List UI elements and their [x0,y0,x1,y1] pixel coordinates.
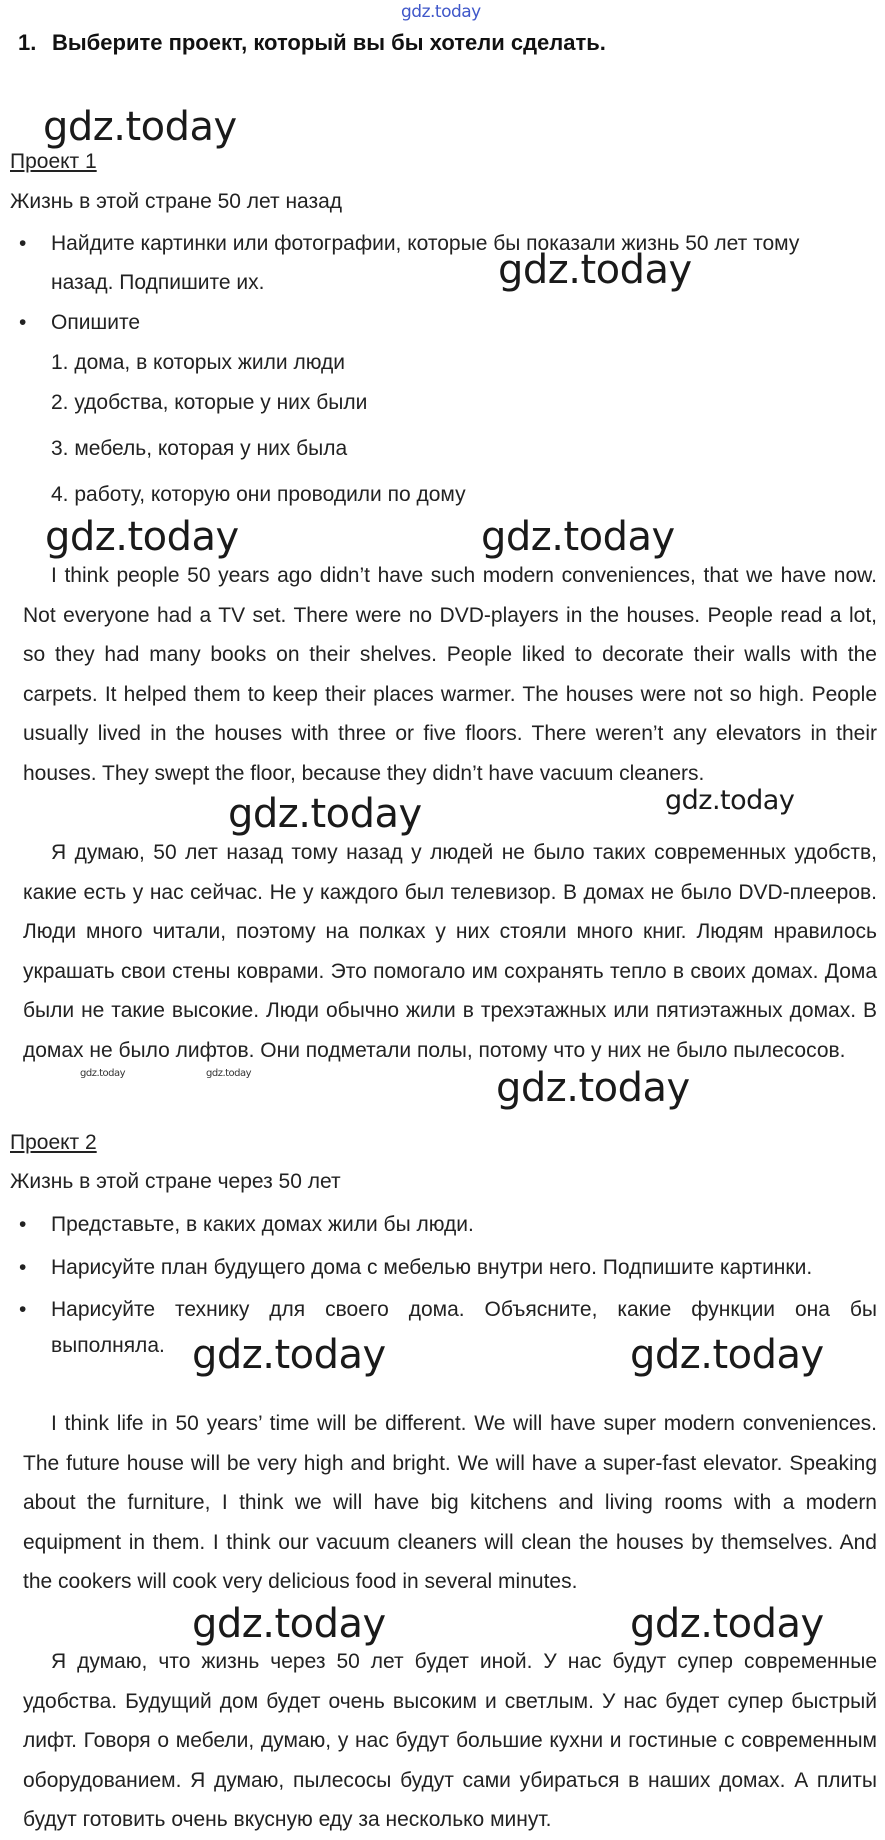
project1-heading: Проект 1 [10,150,97,173]
project2-answer-ru [23,1642,877,1840]
watermark-text: gdz.today [206,1068,252,1079]
project1-answer-ru [23,833,877,1070]
bullet-dot: • [19,1256,27,1279]
project1-item: 4. работу, которую они проводили по дому [51,483,466,506]
project2-bullet3-line1: Нарисуйте технику для своего дома. Объясните, какие функции она бы [51,1298,877,1321]
project2-answer-en [23,1404,877,1602]
project1-item: 1. дома, в которых жили люди [51,351,345,374]
project1-subtitle: Жизнь в этой стране 50 лет назад [10,190,343,213]
watermark-text: gdz.today [228,791,422,837]
project1-answer-ru-text: Я думаю, 50 лет назад тому назад у людей не было таких современных удобств, какие есть у нас сейчас. Не у каждого был телевизор. В домах не было DVD-плееров. Люди много читали, поэтому на полках у них стояли много книг. Людям нравилось украшать свои стены коврами. Это помогало им сохранять тепло в своих домах. Дома были не такие высокие. Люди обычно жили в трехэтажных или пятиэтажных домах. В домах не было лифтов. Они подметали полы, потому что у них не было пылесосов. [23,841,877,1062]
project1-item: 3. мебель, которая у них была [51,437,348,460]
watermark-text: gdz.today [496,1065,690,1111]
project2-heading: Проект 2 [10,1131,97,1154]
project2-answer-en-text: I think life in 50 years’ time will be different. We will have super modern conveniences. The future house will be very high and bright. We will have a super-fast elevator. Speaking about the furniture, I think we will have big kitchens and living rooms with a modern equipment in them. I think our vacuum cleaners will clean the houses by themselves. And the cookers will cook very delicious food in several minutes. [23,1412,877,1593]
project1-bullet2: Опишите [51,311,141,334]
watermark-text: gdz.today [665,785,795,816]
project2-bullet2: Нарисуйте план будущего дома с мебелью внутри него. Подпишите картинки. [51,1256,813,1279]
project1-bullet1-line1: Найдите картинки или фотографии, которые бы показали жизнь 50 лет тому [51,232,800,255]
project2-bullet3-line2: выполняла. [51,1334,165,1357]
watermark-text: gdz.today [192,1601,386,1647]
watermark-text: gdz.today [43,104,237,150]
watermark-text: gdz.today [630,1332,824,1378]
project2-answer-ru-text: Я думаю, что жизнь через 50 лет будет иной. У нас будут супер современные удобства. Будущий дом будет очень высоким и светлым. У нас будет супер быстрый лифт. Говоря о мебели, думаю, у нас будут большие кухни и гостиные с современным оборудованием. Я думаю, пылесосы будут сами убираться в наших домах. А плиты будут готовить очень вкусную еду за несколько минут. [23,1650,877,1831]
watermark-text: gdz.today [481,514,675,560]
site-watermark-top: gdz.today [401,2,481,22]
project2-bullet1: Представьте, в каких домах жили бы люди. [51,1213,474,1236]
bullet-dot: • [19,1213,27,1236]
watermark-text: gdz.today [498,247,692,293]
project1-answer-en [23,556,877,793]
task-text: Выберите проект, который вы бы хотели сделать. [52,30,606,55]
bullet-dot: • [19,311,27,334]
bullet-dot: • [19,1298,27,1321]
project1-bullet1-line2: назад. Подпишите их. [51,271,265,294]
bullet-dot: • [19,232,27,255]
watermark-text: gdz.today [630,1601,824,1647]
task-number: 1. [18,30,37,55]
watermark-text: gdz.today [192,1332,386,1378]
project1-answer-en-text: I think people 50 years ago didn’t have such modern conveniences, that we have now. Not everyone had a TV set. There were no DVD-players in the houses. People read a lot, so they had many books on their shelves. People liked to decorate their walls with the carpets. It helped them to keep their places warmer. The houses were not so high. People usually lived in the houses with three or five floors. There weren’t any elevators in their houses. They swept the floor, because they didn’t have vacuum cleaners. [23,564,877,785]
task-instruction [18,30,606,56]
watermark-text: gdz.today [80,1068,126,1079]
project1-item: 2. удобства, которые у них были [51,391,368,414]
watermark-text: gdz.today [45,514,239,560]
project2-subtitle: Жизнь в этой стране через 50 лет [10,1170,341,1193]
